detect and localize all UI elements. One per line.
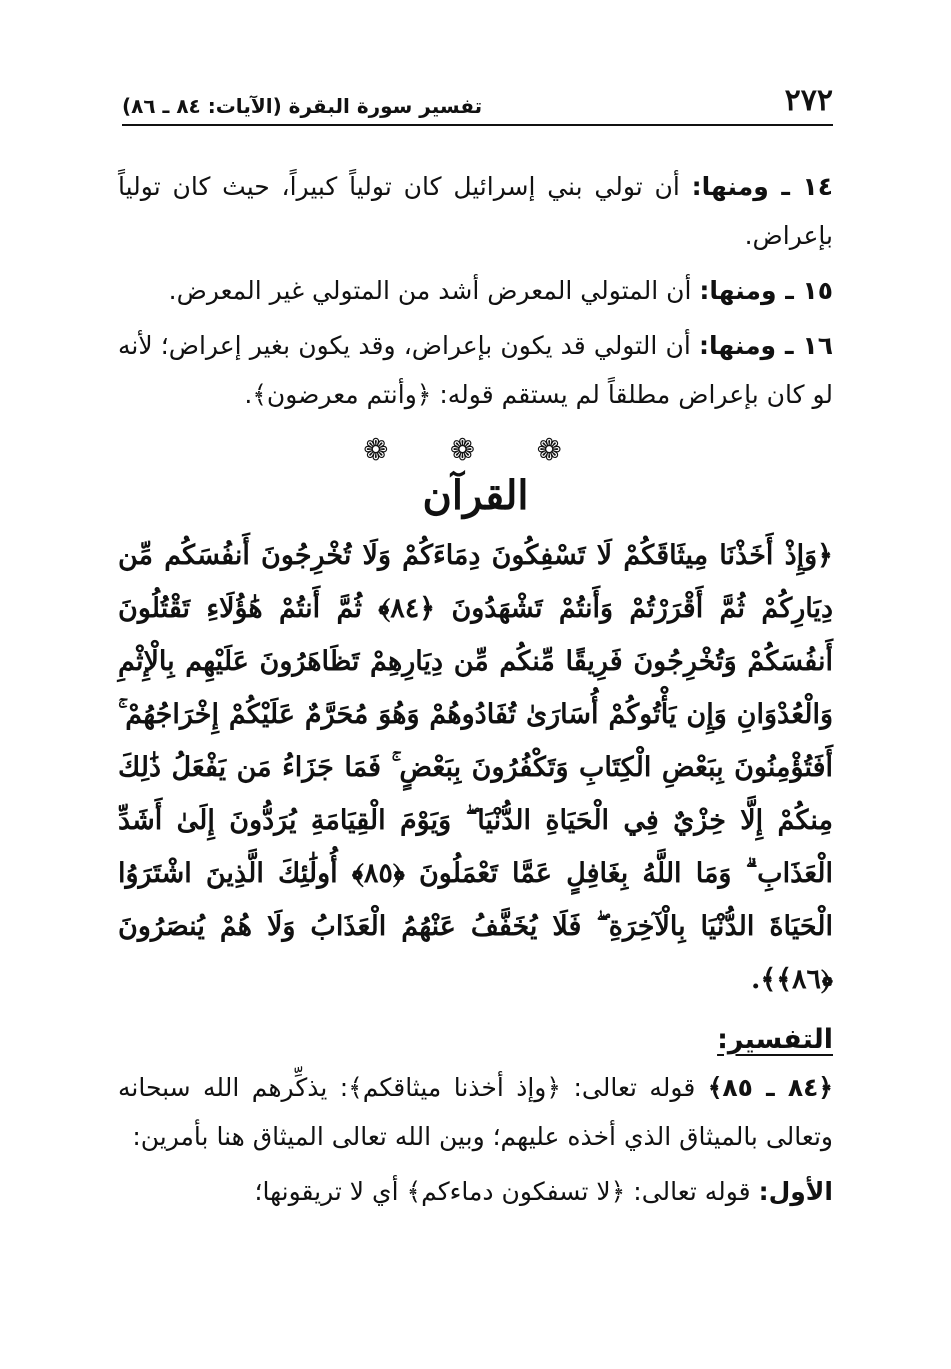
tafsir-heading: التفسير: bbox=[717, 1024, 833, 1055]
page-body bbox=[118, 162, 833, 1222]
point-text: أن المتولي المعرض أشد من المتولي غير المعرض. bbox=[168, 276, 700, 305]
tafsir-paragraph-1 bbox=[118, 1063, 833, 1161]
tafsir-verse-ref: ﴿٨٤ ـ ٨٥﴾ bbox=[707, 1073, 834, 1102]
tafsir-text: قوله تعالى: ﴿وإذ أخذنا ميثاقكم﴾: يذكِّرهم الله سبحانه وتعالى بالميثاق الذي أخذه عليهم؛ وبين الله تعالى الميثاق هنا بأمرين: bbox=[118, 1073, 833, 1151]
point-lead: ١٥ ـ ومنها: bbox=[699, 276, 833, 305]
point-lead: ١٤ ـ ومنها: bbox=[691, 172, 833, 201]
point-lead: ١٦ ـ ومنها: bbox=[698, 331, 833, 360]
page-header bbox=[122, 83, 833, 126]
point-16 bbox=[118, 321, 833, 419]
tafsir-paragraph-2 bbox=[118, 1167, 833, 1216]
section-title: القرآن bbox=[422, 472, 529, 519]
point-text: أن تولي بني إسرائيل كان تولياً كبيراً، حيث كان تولياً بإعراض. bbox=[118, 172, 833, 250]
tafsir-text: قوله تعالى: ﴿لا تسفكون دماءكم﴾ أي لا تريقونها؛ bbox=[254, 1177, 759, 1206]
page-number: ٢٧٢ bbox=[784, 83, 833, 118]
tafsir-lead: الأول: bbox=[758, 1177, 833, 1206]
point-14 bbox=[118, 162, 833, 260]
running-head: تفسير سورة البقرة (الآيات: ٨٤ ـ ٨٦) bbox=[122, 94, 483, 118]
point-15 bbox=[118, 266, 833, 315]
separator-ornaments: ❁ ❁ ❁ bbox=[363, 433, 588, 468]
quran-verses: ﴿وَإِذْ أَخَذْنَا مِيثَاقَكُمْ لَا تَسْفِكُونَ دِمَاءَكُمْ وَلَا تُخْرِجُونَ أَنفُسَكُم مِّن دِيَارِكُمْ ثُمَّ أَقْرَرْتُمْ وَأَنتُمْ تَشْهَدُونَ ﴿٨٤﴾ ثُمَّ أَنتُمْ هَٰؤُلَاءِ تَقْتُلُونَ أَنفُسَكُمْ وَتُخْرِجُونَ فَرِيقًا مِّنكُم مِّن دِيَارِهِمْ تَظَاهَرُونَ عَلَيْهِم بِالْإِثْمِ وَالْعُدْوَانِ وَإِن يَأْتُوكُمْ أُسَارَىٰ تُفَادُوهُمْ وَهُوَ مُحَرَّمٌ عَلَيْكُمْ إِخْرَاجُهُمْ ۚ أَفَتُؤْمِنُونَ بِبَعْضِ الْكِتَابِ وَتَكْفُرُونَ بِبَعْضٍ ۚ فَمَا جَزَاءُ مَن يَفْعَلُ ذَٰلِكَ مِنكُمْ إِلَّا خِزْيٌ فِي الْحَيَاةِ الدُّنْيَا ۖ وَيَوْمَ الْقِيَامَةِ يُرَدُّونَ إِلَىٰ أَشَدِّ الْعَذَابِ ۗ وَمَا اللَّهُ بِغَافِلٍ عَمَّا تَعْمَلُونَ ﴿٨٥﴾ أُولَٰئِكَ الَّذِينَ اشْتَرَوُا الْحَيَاةَ الدُّنْيَا بِالْآخِرَةِ ۖ فَلَا يُخَفَّفُ عَنْهُمُ الْعَذَابُ وَلَا هُمْ يُنصَرُونَ ﴿٨٦﴾﴾. bbox=[118, 540, 834, 995]
point-text: أن التولي قد يكون بإعراض، وقد يكون بغير إعراض؛ لأنه لو كان بإعراض مطلقاً لم يستقم قوله: ﴿وأنتم معرضون﴾. bbox=[118, 331, 833, 409]
